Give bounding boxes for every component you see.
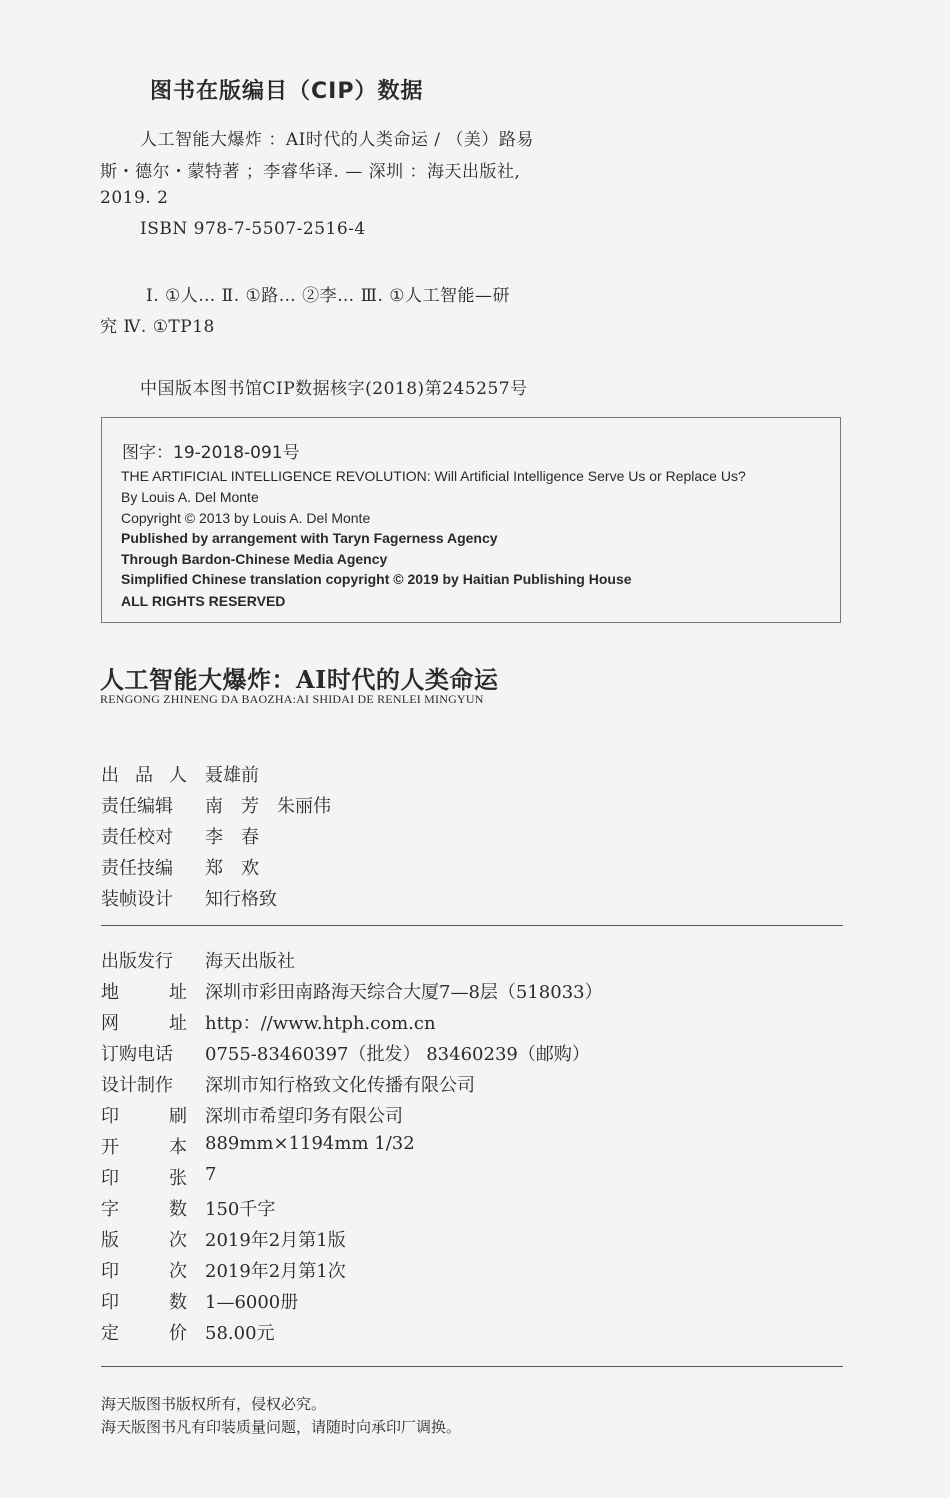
publication-row-label-part: 张 — [169, 1168, 187, 1189]
publication-row-label — [101, 978, 187, 1004]
publication-row-label-part: 印 — [101, 1106, 119, 1127]
publication-row-label-part: 印 — [101, 1168, 119, 1189]
publication-row-label-part: 订购电话 — [101, 1044, 173, 1065]
publication-row-value: 889mm×1194mm 1/32 — [205, 1133, 415, 1154]
quality-notice: 海天版图书凡有印装质量问题，请随时向承印厂调换。 — [101, 1418, 462, 1436]
divider-top — [101, 925, 843, 926]
publication-row-value: 58.00元 — [205, 1323, 275, 1344]
publication-row-value: http：//www.htph.com.cn — [205, 1013, 436, 1034]
publication-row-label-part: 网 — [101, 1013, 119, 1034]
publication-row-label-part: 次 — [169, 1230, 187, 1251]
credit-row-label — [101, 854, 187, 880]
publication-row-value: 7 — [205, 1164, 217, 1185]
credit-row-label-part: 人 — [169, 765, 187, 786]
credit-row-label-part: 责任技编 — [101, 858, 173, 879]
credit-row-value: 聂雄前 — [205, 765, 259, 786]
publication-row-label-part: 印 — [101, 1292, 119, 1313]
credit-row-label-part: 出 — [101, 765, 119, 786]
cip-classification-2: 究 Ⅳ. ①TP18 — [100, 317, 215, 337]
publication-row-value: 0755-83460397（批发） 83460239（邮购） — [205, 1044, 590, 1065]
publication-row-label-part: 印 — [101, 1261, 119, 1282]
publication-row-label-part: 本 — [169, 1137, 187, 1158]
credit-row-label — [101, 885, 187, 911]
publication-row-value: 150千字 — [205, 1199, 276, 1220]
publication-row-label-part: 设计制作 — [101, 1075, 173, 1096]
cip-line-1: 人工智能大爆炸 ：AI时代的人类命运 / （美）路易 — [140, 130, 534, 150]
publication-row-label — [101, 1009, 187, 1035]
publication-row-value: 深圳市知行格致文化传播有限公司 — [205, 1075, 475, 1096]
cip-line-3: 2019. 2 — [100, 188, 169, 208]
publication-row-value: 2019年2月第1版 — [205, 1230, 346, 1251]
agency-line: Through Bardon-Chinese Media Agency — [121, 551, 388, 567]
cip-verification-number: 中国版本图书馆CIP数据核字(2018)第245257号 — [140, 379, 528, 399]
credit-row-value: 郑 欢 — [205, 858, 259, 879]
publication-row-label-part: 开 — [101, 1137, 119, 1158]
publication-row-label — [101, 1102, 187, 1128]
cip-classification-1: Ⅰ. ①人… Ⅱ. ①路… ②李… Ⅲ. ①人工智能—研 — [146, 286, 511, 306]
publication-row-value: 深圳市希望印务有限公司 — [205, 1106, 403, 1127]
author-line: By Louis A. Del Monte — [121, 489, 259, 505]
publication-row-label-part: 数 — [169, 1199, 187, 1220]
copyright-box — [101, 417, 841, 623]
publication-row-label — [101, 947, 187, 973]
publication-row-label-part: 址 — [169, 1013, 187, 1034]
credit-row-label-part: 责任编辑 — [101, 796, 173, 817]
credit-row-label — [101, 761, 187, 787]
cip-isbn: ISBN 978-7-5507-2516-4 — [140, 219, 366, 239]
cip-heading: 图书在版编目（CIP）数据 — [150, 79, 424, 104]
publication-row-label — [101, 1195, 187, 1221]
publication-row-label — [101, 1133, 187, 1159]
permit-number: 图字：19-2018-091号 — [122, 443, 300, 463]
translation-copyright-line: Simplified Chinese translation copyright © 2019 by Haitian Publishing House — [121, 571, 632, 587]
publication-row-label — [101, 1226, 187, 1252]
publication-row-label — [101, 1071, 187, 1097]
publication-row-label-part: 次 — [169, 1261, 187, 1282]
publication-row-label — [101, 1257, 187, 1283]
publication-row-label-part: 出版发行 — [101, 951, 173, 972]
credit-row-label-part: 责任校对 — [101, 827, 173, 848]
publication-row-label-part: 刷 — [169, 1106, 187, 1127]
arrangement-line: Published by arrangement with Taryn Fagerness Agency — [121, 530, 498, 546]
copyright-notice: 海天版图书版权所有，侵权必究。 — [101, 1395, 327, 1413]
publication-row-label — [101, 1164, 187, 1190]
publication-row-label-part: 价 — [169, 1323, 187, 1344]
divider-bottom — [101, 1366, 843, 1367]
credit-row-value: 知行格致 — [205, 889, 277, 910]
original-title: THE ARTIFICIAL INTELLIGENCE REVOLUTION: Will Artificial Intelligence Serve Us or Replace Us? — [121, 468, 746, 484]
credit-row-value: 南 芳 朱丽伟 — [205, 796, 331, 817]
copyright-line: Copyright © 2013 by Louis A. Del Monte — [121, 510, 371, 526]
publication-row-value: 1—6000册 — [205, 1292, 299, 1313]
publication-row-label — [101, 1288, 187, 1314]
publication-row-label-part: 址 — [169, 982, 187, 1003]
publication-row-label-part: 字 — [101, 1199, 119, 1220]
publication-row-label — [101, 1040, 187, 1066]
publication-row-label — [101, 1319, 187, 1345]
credit-row-value: 李 春 — [205, 827, 259, 848]
publication-row-label-part: 地 — [101, 982, 119, 1003]
book-title-pinyin: RENGONG ZHINENG DA BAOZHA:AI SHIDAI DE RENLEI MINGYUN — [100, 692, 484, 706]
credit-row-label — [101, 823, 187, 849]
cip-line-2: 斯・德尔・蒙特著 ；李睿华译. — 深圳 ：海天出版社, — [100, 162, 521, 182]
credit-row-label-part: 装帧设计 — [101, 889, 173, 910]
publication-row-value: 海天出版社 — [205, 951, 295, 972]
credit-row-label-part: 品 — [135, 765, 153, 786]
rights-reserved-line: ALL RIGHTS RESERVED — [121, 593, 286, 609]
book-title: 人工智能大爆炸：AI时代的人类命运 — [100, 665, 499, 694]
publication-row-label-part: 版 — [101, 1230, 119, 1251]
publication-row-value: 深圳市彩田南路海天综合大厦7—8层（518033） — [205, 982, 603, 1003]
publication-row-value: 2019年2月第1次 — [205, 1261, 346, 1282]
publication-row-label-part: 数 — [169, 1292, 187, 1313]
credit-row-label — [101, 792, 187, 818]
publication-row-label-part: 定 — [101, 1323, 119, 1344]
